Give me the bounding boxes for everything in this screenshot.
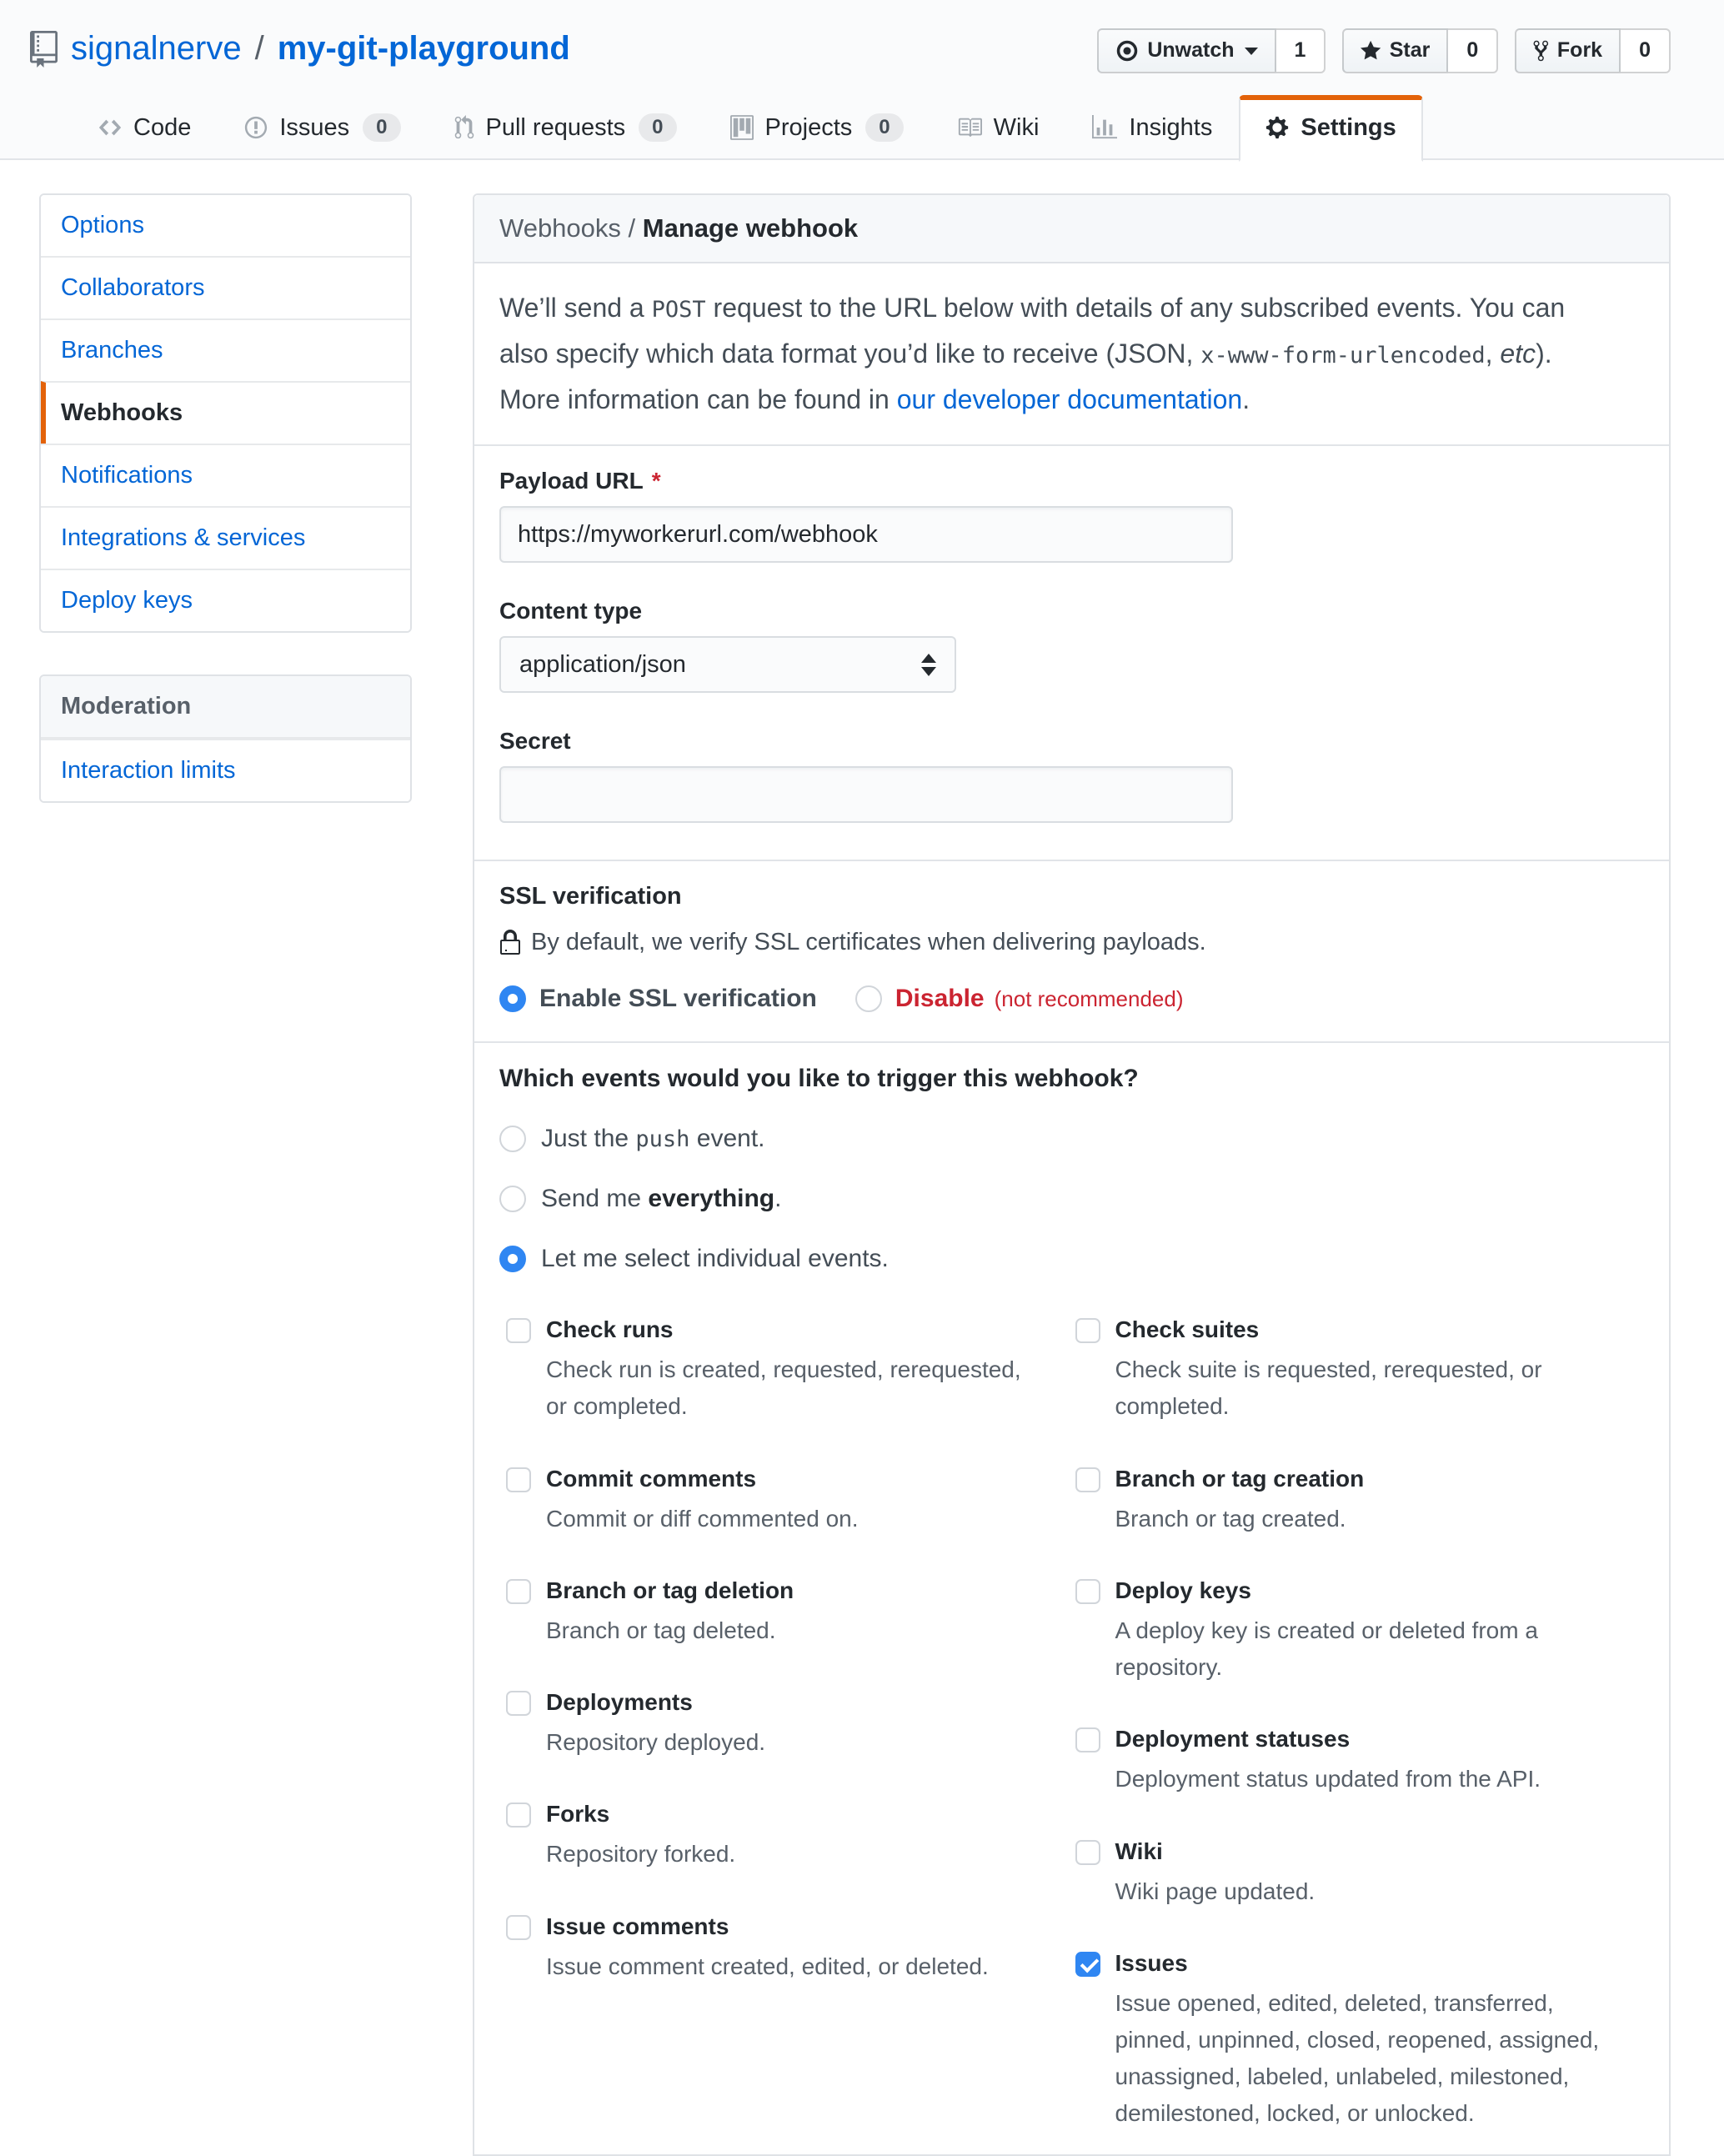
event-item-deployments[interactable]: Deployments Repository deployed. xyxy=(506,1687,1039,1761)
tab-code[interactable] xyxy=(72,95,218,160)
repo-owner-link[interactable]: signalnerve xyxy=(71,30,242,67)
bar-graph-icon xyxy=(1092,115,1117,140)
repo-book-icon xyxy=(30,31,58,68)
sidebar-item-deploy-keys[interactable]: Deploy keys xyxy=(41,569,410,631)
webhook-description-section xyxy=(474,263,1669,446)
tab-label: Wiki xyxy=(993,113,1040,141)
caret-down-icon xyxy=(1245,48,1258,55)
events-column-right xyxy=(1075,1315,1645,2133)
disable-ssl-note: (not recommended) xyxy=(994,985,1184,1011)
breadcrumb-webhooks[interactable]: Webhooks xyxy=(499,213,621,243)
gear-icon xyxy=(1265,115,1289,140)
star-button[interactable] xyxy=(1342,28,1448,73)
fork-icon xyxy=(1533,39,1549,63)
git-pull-request-icon xyxy=(454,115,474,140)
tab-label: Projects xyxy=(764,113,853,141)
moderation-menu xyxy=(39,674,412,803)
manage-webhook-panel xyxy=(473,193,1671,2156)
lock-icon xyxy=(499,930,521,956)
code-icon xyxy=(98,115,122,140)
urlencoded-code: x-www-form-urlencoded xyxy=(1200,343,1486,369)
event-item-forks[interactable]: Forks Repository forked. xyxy=(506,1799,1039,1873)
event-item-check-runs[interactable]: Check runs Check run is created, requested, rerequested, or completed. xyxy=(506,1315,1039,1425)
projects-count-badge: 0 xyxy=(865,113,903,142)
unwatch-label: Unwatch xyxy=(1147,38,1235,63)
enable-ssl-label: Enable SSL verification xyxy=(539,985,817,1013)
event-item-check-suites[interactable]: Check suites Check suite is requested, rerequested, or completed. xyxy=(1075,1315,1608,1425)
event-item-issues[interactable]: Issues Issue opened, edited, deleted, transferred, pinned, unpinned, closed, reopened, assigned, unassigned, labeled, unlabeled, milestoned, demilestoned, locked, or unlocked. xyxy=(1075,1948,1608,2133)
sidebar-item-webhooks[interactable]: Webhooks xyxy=(41,381,410,444)
event-item-deploy-keys[interactable]: Deploy keys A deploy key is created or deleted from a repository. xyxy=(1075,1576,1608,1686)
issue-comments-checkbox[interactable] xyxy=(506,1915,531,1940)
tab-label: Insights xyxy=(1129,113,1213,141)
check-suites-checkbox[interactable] xyxy=(1075,1318,1100,1343)
sidebar-item-integrations-services[interactable]: Integrations & services xyxy=(41,506,410,569)
sidebar-item-options[interactable]: Options xyxy=(41,195,410,256)
fork-control xyxy=(1515,28,1671,73)
individual-events-option[interactable]: Let me select individual events. xyxy=(499,1245,1644,1273)
tab-label: Issues xyxy=(279,113,350,141)
event-item-branch-or-tag-deletion[interactable]: Branch or tag deletion Branch or tag deleted. xyxy=(506,1576,1039,1649)
breadcrumb-separator: / xyxy=(620,213,643,243)
unwatch-button[interactable] xyxy=(1097,28,1275,73)
repo-nav xyxy=(72,95,1671,160)
ssl-note-text: By default, we verify SSL certificates when delivering payloads. xyxy=(531,929,1206,956)
post-code: POST xyxy=(651,297,706,323)
developer-documentation-link[interactable]: our developer documentation xyxy=(896,384,1243,415)
commit-comments-checkbox[interactable] xyxy=(506,1467,531,1492)
events-column-left xyxy=(506,1315,1075,2133)
fork-button[interactable] xyxy=(1515,28,1621,73)
breadcrumb-current: Manage webhook xyxy=(642,213,859,243)
tab-label: Code xyxy=(133,113,192,141)
ssl-title: SSL verification xyxy=(499,883,682,910)
secret-input[interactable] xyxy=(499,766,1233,823)
deployments-checkbox[interactable] xyxy=(506,1691,531,1716)
repo-separator: / xyxy=(254,30,264,67)
star-control xyxy=(1342,28,1498,73)
repo-actions xyxy=(1097,28,1671,73)
webhook-form-section xyxy=(474,446,1669,861)
settings-menu xyxy=(39,193,412,633)
branch-tag-creation-checkbox[interactable] xyxy=(1075,1467,1100,1492)
forks-count[interactable]: 0 xyxy=(1621,28,1671,73)
forks-checkbox[interactable] xyxy=(506,1803,531,1828)
repo-name-link[interactable]: my-git-playground xyxy=(277,30,570,67)
event-item-wiki[interactable]: Wiki Wiki page updated. xyxy=(1075,1837,1608,1910)
tab-insights[interactable] xyxy=(1065,95,1239,160)
deployment-statuses-checkbox[interactable] xyxy=(1075,1727,1100,1752)
webhook-description: We’ll send a POST request to the URL below with details of any subscribed events. You can also specify which data format you’d like to receive (JSON, x-www-form-urlencoded, etc). More information can be found in our developer documentation. xyxy=(499,293,1566,415)
wiki-checkbox[interactable] xyxy=(1075,1840,1100,1865)
secret-label: Secret xyxy=(499,728,571,755)
payload-url-label: Payload URL * xyxy=(499,468,661,494)
tab-wiki[interactable] xyxy=(930,95,1066,160)
star-label: Star xyxy=(1389,38,1431,63)
event-checkbox-grid xyxy=(499,1315,1644,2133)
ssl-verification-section xyxy=(474,861,1669,1043)
sidebar-item-collaborators[interactable]: Collaborators xyxy=(41,256,410,318)
push-code: push xyxy=(635,1126,690,1153)
send-everything-radio[interactable] xyxy=(499,1186,526,1212)
moderation-heading: Moderation xyxy=(41,676,410,739)
tab-label: Settings xyxy=(1301,113,1396,141)
sidebar-item-branches[interactable]: Branches xyxy=(41,318,410,381)
tab-settings[interactable] xyxy=(1239,95,1422,162)
select-arrows-icon xyxy=(921,654,936,676)
deploy-keys-checkbox[interactable] xyxy=(1075,1579,1100,1604)
repo-page-header xyxy=(0,0,1724,160)
watch-control xyxy=(1097,28,1326,73)
events-question: Which events would you like to trigger this webhook? xyxy=(499,1065,1139,1093)
event-item-deployment-statuses[interactable]: Deployment statuses Deployment status updated from the API. xyxy=(1075,1724,1608,1798)
issue-opened-icon xyxy=(244,115,268,140)
send-everything-option[interactable]: Send me everything. xyxy=(499,1185,1644,1213)
branch-tag-deletion-checkbox[interactable] xyxy=(506,1579,531,1604)
watchers-count[interactable]: 1 xyxy=(1276,28,1326,73)
pull-requests-count-badge: 0 xyxy=(639,113,676,142)
disable-ssl-label: Disable xyxy=(895,985,985,1013)
issues-checkbox[interactable] xyxy=(1075,1952,1100,1977)
content-type-select[interactable] xyxy=(499,636,956,693)
just-push-option[interactable]: Just the push event. xyxy=(499,1125,1644,1153)
tab-projects[interactable] xyxy=(704,95,930,160)
just-push-radio[interactable] xyxy=(499,1126,526,1152)
sidebar-item-notifications[interactable]: Notifications xyxy=(41,444,410,506)
event-item-commit-comments[interactable]: Commit comments Commit or diff commented on. xyxy=(506,1464,1039,1537)
project-board-icon xyxy=(730,115,754,140)
settings-sidebar xyxy=(39,193,412,845)
breadcrumb xyxy=(474,195,1669,263)
fork-label: Fork xyxy=(1556,38,1603,63)
content-type-label: Content type xyxy=(499,598,643,624)
content-type-value: application/json xyxy=(519,650,686,678)
wiki-book-icon xyxy=(957,115,982,140)
event-item-branch-or-tag-creation[interactable]: Branch or tag creation Branch or tag created. xyxy=(1075,1464,1608,1537)
repo-title xyxy=(30,30,570,68)
required-asterisk: * xyxy=(651,468,661,494)
payload-url-input[interactable] xyxy=(499,506,1233,563)
tab-label: Pull requests xyxy=(485,113,626,141)
star-icon xyxy=(1361,39,1381,63)
disable-ssl-option[interactable] xyxy=(855,985,1184,1013)
stargazers-count[interactable]: 0 xyxy=(1448,28,1498,73)
enable-ssl-radio[interactable] xyxy=(499,985,526,1012)
event-item-issue-comments[interactable]: Issue comments Issue comment created, edited, or deleted. xyxy=(506,1912,1039,1985)
check-runs-checkbox[interactable] xyxy=(506,1318,531,1343)
individual-events-radio[interactable] xyxy=(499,1246,526,1272)
sidebar-item-interaction-limits[interactable]: Interaction limits xyxy=(41,739,410,801)
disable-ssl-radio[interactable] xyxy=(855,985,882,1012)
tab-pull-requests[interactable] xyxy=(428,95,704,160)
issues-count-badge: 0 xyxy=(363,113,400,142)
events-section xyxy=(474,1043,1669,2154)
eye-icon xyxy=(1115,39,1139,63)
enable-ssl-option[interactable] xyxy=(499,985,817,1013)
tab-issues[interactable] xyxy=(218,95,427,160)
